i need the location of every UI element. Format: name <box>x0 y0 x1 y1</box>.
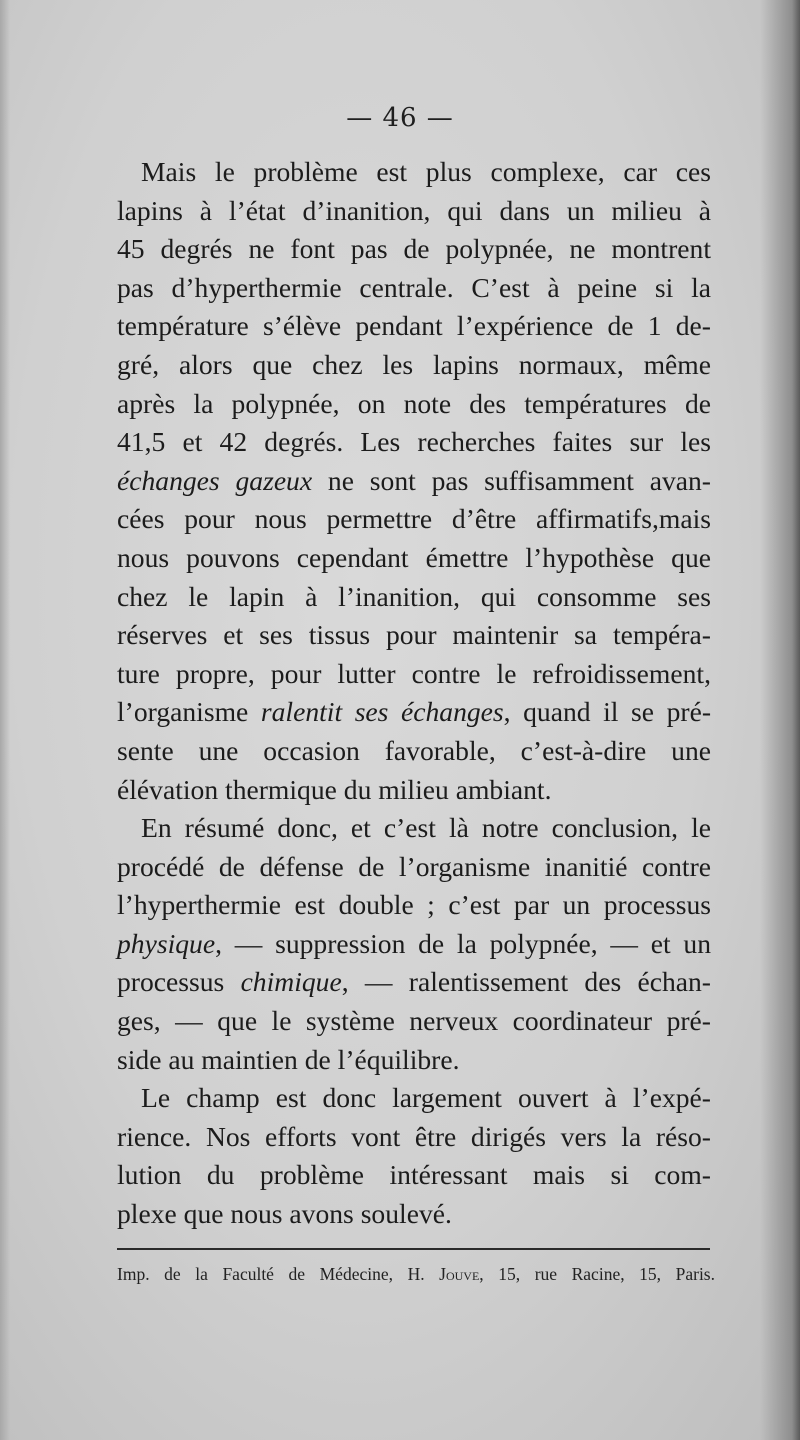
text-line <box>117 925 711 964</box>
imprint-prefix: Imp. de la Faculté de Médecine, H. <box>117 1264 440 1284</box>
text-line: réserves et ses tissus pour maintenir sa tempéra- <box>117 619 711 651</box>
text-segment: , quand il se pré- <box>503 696 712 728</box>
text-line: élévation thermique du milieu ambiant. <box>117 773 552 805</box>
imprint-printer-name: Jouve <box>439 1264 480 1284</box>
text-line: plexe que nous avons soulevé. <box>117 1198 452 1230</box>
emphasis-text: ralentit ses échanges <box>260 696 504 728</box>
text-line: Le champ est donc largement ouvert à l’expé- <box>141 1082 711 1114</box>
paragraph-2 <box>117 809 711 1079</box>
text-line: 41,5 et 42 degrés. Les recherches faites sur les <box>117 426 711 458</box>
emphasis-text: chimique <box>240 966 342 998</box>
page-edge-shadow-left <box>0 0 10 1440</box>
text-line: lapins à l’état d’inanition, qui dans un milieu à <box>117 194 711 226</box>
text-line: nous pouvons cependant émettre l’hypothèse que <box>117 541 711 573</box>
text-segment: ne sont pas suffisamment avan- <box>312 464 711 496</box>
text-line: sente une occasion favorable, c’est-à-dire une <box>117 734 711 766</box>
text-segment: , — ralentissement des échan- <box>341 966 711 998</box>
text-line: température s’élève pendant l’expérience de 1 de- <box>117 310 711 342</box>
imprint-suffix: , 15, rue Racine, 15, Paris. <box>479 1264 715 1284</box>
text-segment: l’organisme <box>117 696 261 728</box>
emphasis-text: physique <box>117 927 216 959</box>
page-number: — 46 — <box>346 103 454 133</box>
text-line <box>117 462 711 501</box>
text-segment: processus <box>117 966 241 998</box>
text-line: gré, alors que chez les lapins normaux, même <box>117 348 711 380</box>
body-text <box>117 153 711 1234</box>
text-line: cées pour nous permettre d’être affirmatifs,mais <box>117 503 711 535</box>
text-line: lution du problème intéressant mais si com- <box>117 1159 711 1191</box>
printer-imprint <box>117 1264 715 1285</box>
text-line: chez le lapin à l’inanition, qui consomme ses <box>117 580 711 612</box>
paragraph-3 <box>117 1079 711 1233</box>
text-line: side au maintien de l’équilibre. <box>117 1043 460 1075</box>
text-line: procédé de défense de l’organisme inanitié contre <box>117 850 711 882</box>
paragraph-1 <box>117 153 711 809</box>
text-line <box>117 693 711 732</box>
text-line: En résumé donc, et c’est là notre conclusion, le <box>141 812 711 844</box>
text-line: ture propre, pour lutter contre le refroidissement, <box>117 657 711 689</box>
footer-rule <box>117 1248 710 1250</box>
text-line: l’hyperthermie est double ; c’est par un processus <box>117 889 711 921</box>
text-line: ges, — que le système nerveux coordinateur pré- <box>117 1005 711 1037</box>
text-line: pas d’hyperthermie centrale. C’est à peine si la <box>117 271 711 303</box>
text-line <box>117 963 711 1002</box>
emphasis-text: échanges gazeux <box>117 464 313 496</box>
text-line: après la polypnée, on note des températures de <box>117 387 711 419</box>
text-line: Mais le problème est plus complexe, car ces <box>141 156 711 187</box>
page-edge-shadow-right <box>760 0 800 1440</box>
text-line: 45 degrés ne font pas de polypnée, ne montrent <box>117 233 711 265</box>
text-line: rience. Nos efforts vont être dirigés vers la réso- <box>117 1120 711 1152</box>
text-segment: , — suppression de la polypnée, — et un <box>215 927 711 959</box>
